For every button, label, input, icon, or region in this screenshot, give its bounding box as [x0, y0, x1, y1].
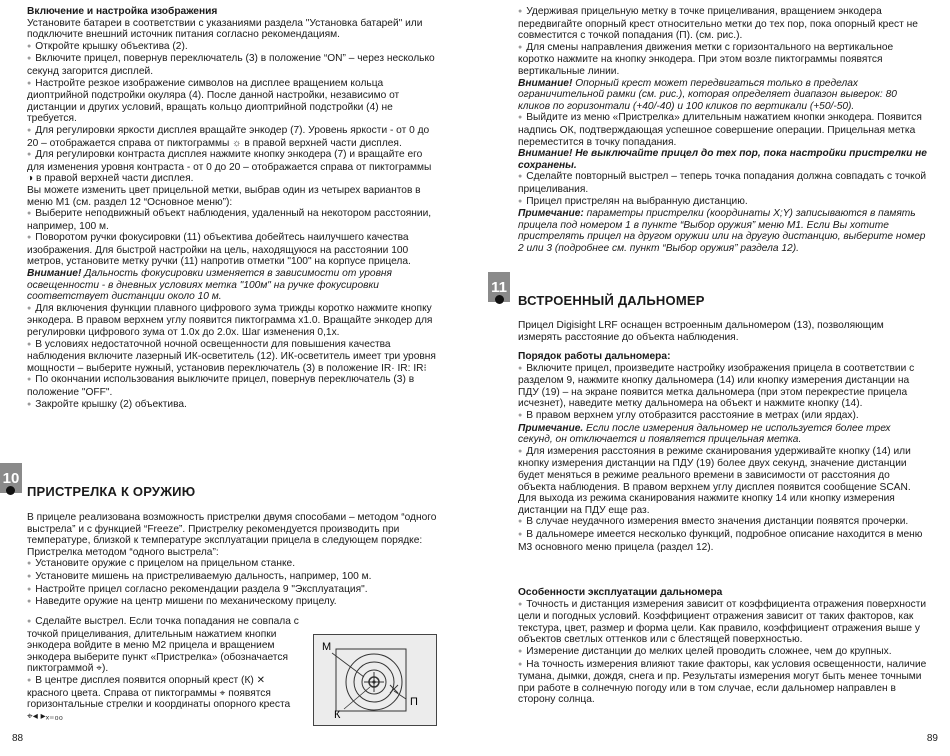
right-block-4 [518, 587, 928, 706]
left-block-3 [27, 616, 302, 722]
note [518, 208, 928, 254]
bullet-item: ● Откройте крышку объектива (2). [27, 41, 437, 54]
bullet-item: ● В случае неудачного измерения вместо значения дистанции появятся прочерки. [518, 516, 928, 529]
note [518, 78, 928, 113]
page-number-left: 88 [12, 733, 24, 744]
diagram-label-m: М [322, 641, 332, 653]
bullet-item: ● Прицел пристрелян на выбранную дистанцию. [518, 196, 928, 209]
paragraph: Установите батареи в соответствии с указаниями раздела "Установка батарей" или подключите внешний источник питания согласно рекомендациям. [27, 17, 423, 41]
note-text: параметры пристрелки (координаты X;Y) записываются в память прицела под номером 1 в пункте “Выбор оружия” меню М1. Если Вы хотите пристрелять прицел на другом оружии или на другую дистанцию, выберите номер 2 или 3 (подробнее см. пункт “Выбор оружия” раздела 12). [518, 208, 926, 254]
right-page [475, 0, 950, 756]
bullet-item: ● В дальномере имеется несколько функций, подробное описание находится в меню М3 основного меню прицела (раздел 12). [518, 529, 928, 553]
bullet-item: ● Для смены направления движения метки с горизонтального на вертикальное коротко нажмите на кнопку энкодера. При этом возле пиктограммы появятся вертикальные линии. [518, 42, 928, 78]
tab-bullet-icon [6, 486, 15, 495]
note-label: Примечание. [518, 422, 584, 434]
bullet-item: ● Выйдите из меню «Пристрелка» длительным нажатием кнопки энкодера. Появится надпись ОК, подтверждающая успешное совершение операции. Прицельная метка переместится в точку попадания. [518, 112, 928, 148]
left-block-2 [27, 512, 437, 609]
note-text: Дальность фокусировки изменяется в зависимости от уровня освещенности - в дневных условиях метка "100м" на ручке фокусировки соответствует дистанции около 10 м. [27, 268, 392, 303]
note-text: Если после измерения дальномер не используется более трех секунд, он отключается и появляется прицельная метка. [518, 422, 891, 446]
note [518, 423, 928, 446]
diagram-label-k: К [334, 709, 341, 721]
note-label: Внимание! [518, 77, 573, 89]
tab-number: 11 [491, 278, 507, 296]
bullet-item: ● Закройте крышку (2) объектива. [27, 399, 437, 412]
bullet-item: ● Включите прицел, повернув переключатель (3) в положение “ON” – через несколько секунд загорится дисплей. [27, 53, 437, 77]
paragraph: Вы можете изменить цвет прицельной метки, выбрав один из четырех вариантов в меню М1 (см. раздел 12 “Основное меню”): [27, 184, 421, 208]
bullet-item: ● Установите мишень на пристреливаемую дальность, например, 100 м. [27, 571, 437, 584]
bullet-item: ● Выберите неподвижный объект наблюдения, удаленный на некотором расстоянии, например, 100 м. [27, 208, 437, 232]
left-block-1 [27, 6, 437, 411]
subheading: Включение и настройка изображения [27, 6, 218, 17]
bullet-item: ● Сделайте выстрел. Если точка попадания не совпала с точкой прицеливания, длительным нажатием кнопки энкодера войдите в меню М2 прицела и вращением энкодера выберите пункт «Пристрелка» (обозначается пиктограммой ⌖). [27, 616, 302, 675]
bullet-item: ● Измерение дистанции до мелких целей проводить сложнее, чем до крупных. [518, 646, 928, 659]
reticle-diagram-icon [314, 635, 436, 725]
section-title-zeroing: ПРИСТРЕЛКА К ОРУЖИЮ [27, 484, 196, 499]
zeroing-diagram [313, 634, 437, 726]
note-label: Внимание! [27, 268, 82, 280]
bullet-item: ● В правом верхнем углу отобразится расстояние в метрах (или ярдах). [518, 410, 928, 423]
bullet-item: ● На точность измерения влияют такие факторы, как условия освещенности, наличие тумана, дымки, дождя, снега и пр. Результаты измерения могут быть менее точными при работе в солнечную погоду или в том случае, если дальномер направлен в сторону солнца. [518, 659, 928, 706]
bullet-item: ● Для регулировки яркости дисплея вращайте энкодер (7). Уровень яркости - от 0 до 20 – отображается справа от пиктограммы ☼ в правой верхней части дисплея. [27, 125, 437, 149]
bullet-item: ● Для включения функции плавного цифрового зума трижды коротко нажмите кнопку энкодера. В правом верхнем углу появится пиктограмма x1.0. Вращайте энкодер для регулировки цифрового зума от 1.0х до 2.0х. Шаг изменения 0,1х. [27, 303, 437, 339]
tab-number: 10 [2, 469, 20, 487]
bullet-item: ● Установите оружие с прицелом на прицельном станке. [27, 558, 437, 571]
right-block-1 [518, 6, 928, 254]
right-block-2 [518, 320, 928, 343]
section-title-rangefinder: ВСТРОЕННЫЙ ДАЛЬНОМЕР [518, 293, 705, 308]
bullet-item: ● Включите прицел, произведите настройку изображения прицела в соответствии с разделом 9, нажмите кнопку дальномера (14) или кнопку измерения дистанции на ПДУ (19) – на экране появится метка дальномера (при этом перекрестие прицела исчезнет), наведите метку дальномера на объект и нажмите кнопку (14). [518, 363, 928, 410]
bullet-item: ● Настройте прицел согласно рекомендации раздела 9 "Эксплуатация". [27, 584, 437, 597]
bullet-item: ● Настройте резкое изображение символов на дисплее вращением кольца диоптрийной подстройки окуляра (4). После данной настройки, независимо от дистанции и других условий, вращать кольцо диоптрийной подстройки (4) не требуется. [27, 78, 437, 125]
subheading: Особенности эксплуатации дальномера [518, 587, 723, 598]
warning-note: Внимание! Не выключайте прицел до тех пор, пока настройки пристрелки не сохранены. [518, 148, 927, 171]
note [27, 268, 437, 303]
bullet-item: ● Сделайте повторный выстрел – теперь точка попадания должна совпадать с точкой прицеливания. [518, 171, 928, 195]
subheading: Порядок работы дальномера: [518, 351, 671, 362]
diagram-label-p: П [410, 696, 418, 708]
page-number-right: 89 [926, 733, 938, 744]
bullet-item: ● Поворотом ручки фокусировки (11) объектива добейтесь наилучшего качества изображения. Для быстрой настройки на цель, находящуюся на расстоянии 100 метров, установите метку ручки (11) напротив отметки "100" на корпусе прицела. [27, 232, 437, 268]
right-block-3 [518, 351, 928, 553]
bullet-item: ● Точность и дистанция измерения зависит от коэффициента отражения поверхности цели и погодных условий. Коэффициент отражения зависит от таких факторов, как текстура, цвет, размер и форма цели. Как правило, коэффициент отражения выше у объектов светлых оттенков или с блестящей поверхностью. [518, 599, 928, 646]
paragraph: Прицел Digisight LRF оснащен встроенным дальномером (13), позволяющим измерять расстояние до объекта наблюдения. [518, 320, 884, 343]
bullet-item: ● В условиях недостаточной ночной освещенности для повышения качества наблюдения включите лазерный ИК-осветитель (12). ИК-осветитель имеет три уровня мощности – выберите нужный, установив переключатель (3) в положение IR· IR: IR⁝ [27, 339, 437, 375]
paragraph: В прицеле реализована возможность пристрелки двумя способами – методом “одного выстрела” и с функцией “Freeze”. Пристрелку рекомендуется производить при температуре, близкой к температуре эксплуатации прицела в следующем порядке: [27, 512, 437, 547]
tab-bullet-icon [495, 295, 504, 304]
bullet-item: ● Удерживая прицельную метку в точке прицеливания, вращением энкодера передвигайте опорный крест относительно метки до тех пор, пока опорный крест не совместится с точкой попадания (П). (см. рис.). [518, 6, 928, 42]
bullet-item: ● В центре дисплея появится опорный крест (К) ✕ красного цвета. Справа от пиктограммы ⌖ появятся горизонтальные стрелки и координаты опорного креста ⌖◂ ▸ₓ₌₀₀ [27, 675, 302, 722]
bullet-item: ● По окончании использования выключите прицел, повернув переключатель (3) в положение "OFF". [27, 374, 437, 398]
bullet-item: ● Для регулировки контраста дисплея нажмите кнопку энкодера (7) и вращайте его для изменения уровня контраста - от 0 до 20 – отображается справа от пиктограммы ◑ в правой верхней части дисплея. [27, 149, 437, 185]
note-text: Опорный крест может передвигаться только в пределах ограничительной рамки (см. рис.), которая определяет диапазон выверок: 80 кликов по горизонтали (+40/-40) и 100 кликов по вертикали (+50/-50). [518, 77, 897, 112]
bullet-item: ● Наведите оружие на центр мишени по механическому прицелу. [27, 596, 437, 609]
bullet-item: ● Для измерения расстояния в режиме сканирования удерживайте кнопку (14) или кнопку измерения дистанции на ПДУ (19) более двух секунд, значение дистанции будет меняться в режиме реального времени в зависимости от расстояния до объекта наблюдения. В правом верхнем углу дисплея появится сообщение SCAN. Для выхода из режима сканирования нажмите кнопку 14 или кнопку измерения дистанции на ПДУ еще раз. [518, 446, 928, 517]
paragraph: Пристрелка методом “одного выстрела”: [27, 546, 219, 558]
note-label: Примечание: [518, 208, 584, 220]
